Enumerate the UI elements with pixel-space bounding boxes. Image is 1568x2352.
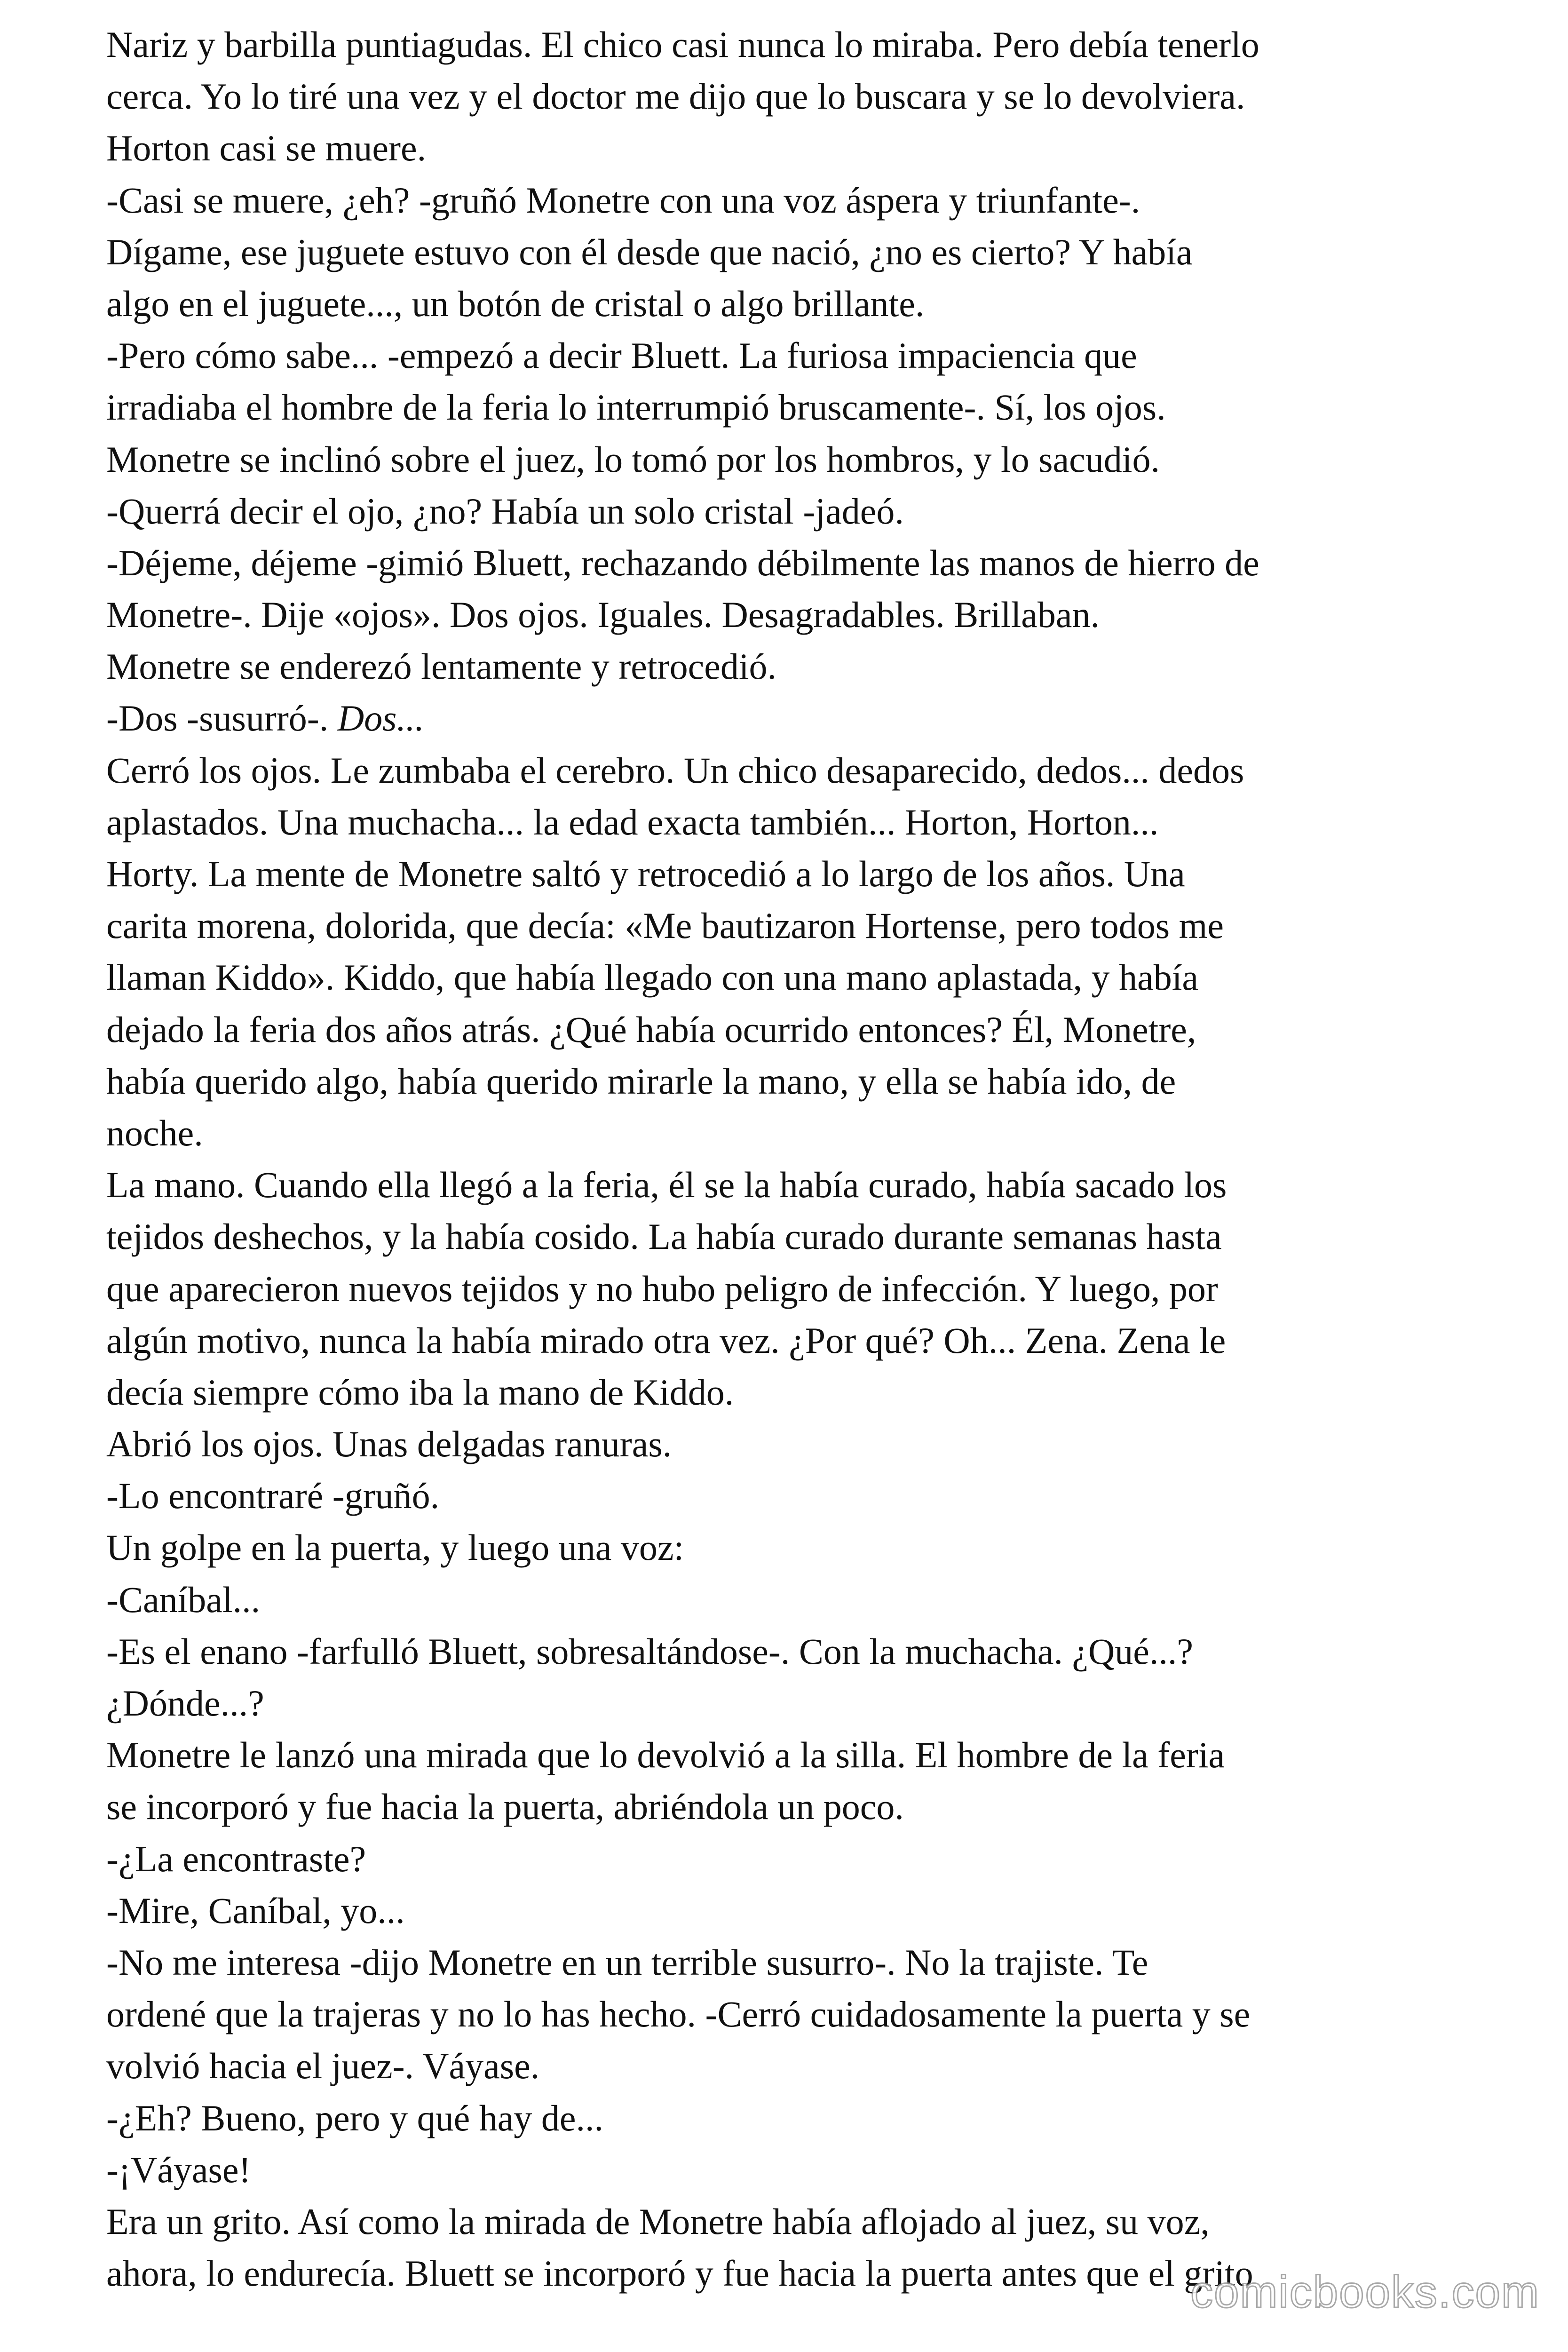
text-line: Cerró los ojos. Le zumbaba el cerebro. Un chico desaparecido, dedos... dedos [106,749,1244,791]
text-line: Horton casi se muere. [106,127,427,169]
text-line: volvió hacia el juez-. Váyase. [106,2045,540,2087]
text-line: tejidos deshechos, y la había cosido. La había curado durante semanas hasta [106,1216,1222,1257]
text-line: carita morena, dolorida, que decía: «Me bautizaron Hortense, pero todos me [106,905,1224,946]
text-line: -Caníbal... [106,1579,261,1620]
text-line: noche. [106,1112,203,1153]
watermark: comicbooks.com [1190,2267,1540,2317]
text-line: había querido algo, había querido mirarle la mano, y ella se había ido, de [106,1060,1176,1102]
text-line: Monetre-. Dije «ojos». Dos ojos. Iguales. Desagradables. Brillaban. [106,594,1100,636]
text-line: -Déjeme, déjeme -gimió Bluett, rechazando débilmente las manos de hierro de [106,542,1259,583]
text-line: Nariz y barbilla puntiagudas. El chico casi nunca lo miraba. Pero debía tenerlo [106,24,1259,65]
text-line: -Lo encontraré -gruñó. [106,1475,440,1517]
text-line: se incorporó y fue hacia la puerta, abriéndola un poco. [106,1786,904,1828]
text-line: -Pero cómo sabe... -empezó a decir Bluett. La furiosa impaciencia que [106,335,1137,376]
text-line: -Querrá decir el ojo, ¿no? Había un solo cristal -jadeó. [106,490,904,532]
text-line: -Casi se muere, ¿eh? -gruñó Monetre con una voz áspera y triunfante-. [106,179,1140,221]
text-line: dejado la feria dos años atrás. ¿Qué había ocurrido entonces? Él, Monetre, [106,1009,1196,1050]
text-line: -¡Váyase! [106,2149,251,2190]
text-line: irradiaba el hombre de la feria lo interrumpió bruscamente-. Sí, los ojos. [106,387,1166,428]
text-line: -¿La encontraste? [106,1838,366,1879]
text-line: llaman Kiddo». Kiddo, que había llegado con una mano aplastada, y había [106,957,1198,998]
text-line: algo en el juguete..., un botón de cristal o algo brillante. [106,283,925,324]
page-text [106,19,1470,2299]
text-line: Monetre se inclinó sobre el juez, lo tomó por los hombros, y lo sacudió. [106,438,1160,480]
text-line: Dígame, ese juguete estuvo con él desde que nació, ¿no es cierto? Y había [106,231,1193,272]
text-line: -¿Eh? Bueno, pero y qué hay de... [106,2097,603,2138]
text-line: aplastados. Una muchacha... la edad exacta también... Horton, Horton... [106,801,1159,842]
text-line-with-italic [106,692,1470,744]
text-line: Era un grito. Así como la mirada de Monetre había aflojado al juez, su voz, [106,2201,1210,2242]
text-line: Abrió los ojos. Unas delgadas ranuras. [106,1423,672,1465]
text-line: ahora, lo endurecía. Bluett se incorporó y fue hacia la puerta antes que el grito [106,2253,1253,2294]
text-line: ordené que la trajeras y no lo has hecho. -Cerró cuidadosamente la puerta y se [106,1994,1251,2035]
text-line: Un golpe en la puerta, y luego una voz: [106,1527,684,1568]
text-line: Horty. La mente de Monetre saltó y retrocedió a lo largo de los años. Una [106,853,1185,894]
text-line: Monetre se enderezó lentamente y retrocedió. [106,646,776,687]
text-line: -No me interesa -dijo Monetre en un terrible susurro-. No la trajiste. Te [106,1941,1148,1983]
text-line: algún motivo, nunca la había mirado otra vez. ¿Por qué? Oh... Zena. Zena le [106,1319,1226,1361]
text-line: ¿Dónde...? [106,1683,264,1724]
text-line: cerca. Yo lo tiré una vez y el doctor me dijo que lo buscara y se lo devolviera. [106,76,1245,117]
line-prefix: -Dos -susurró-. [106,698,338,739]
text-line: La mano. Cuando ella llegó a la feria, él se la había curado, había sacado los [106,1164,1227,1206]
text-line: -Mire, Caníbal, yo... [106,1890,405,1931]
text-line: Monetre le lanzó una mirada que lo devolvió a la silla. El hombre de la feria [106,1734,1225,1776]
italic-fragment: Dos... [337,698,424,739]
text-line: -Es el enano -farfulló Bluett, sobresaltándose-. Con la muchacha. ¿Qué...? [106,1630,1194,1672]
text-line: decía siempre cómo iba la mano de Kiddo. [106,1371,734,1413]
text-line: que aparecieron nuevos tejidos y no hubo peligro de infección. Y luego, por [106,1268,1218,1309]
